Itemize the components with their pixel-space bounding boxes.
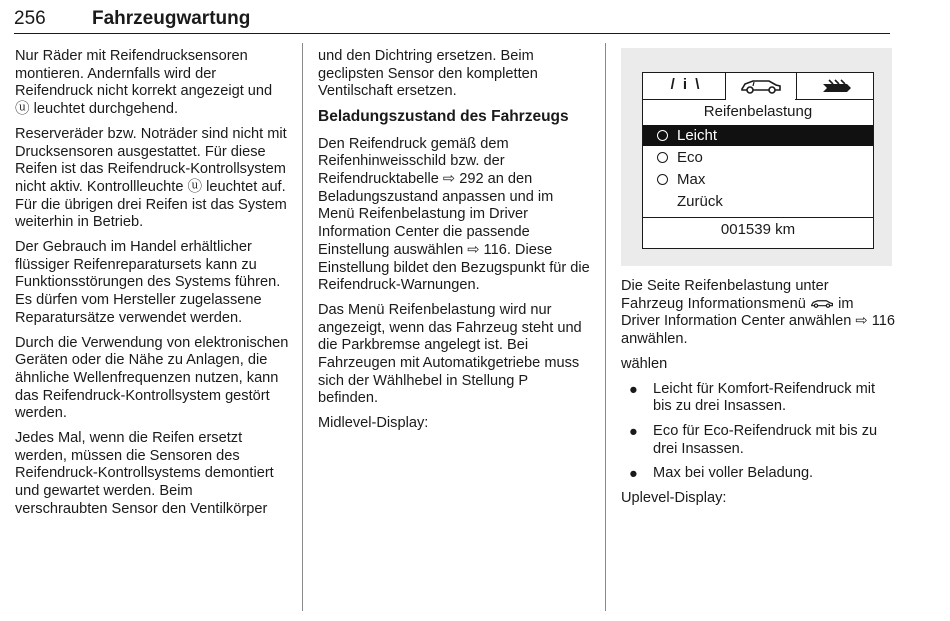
section-heading: Beladungszustand des Fahrzeugs: [318, 108, 569, 126]
text: Den Reifendruck gemäß dem Reifenhinweisschild bzw. der Reifendrucktabelle ⇨ 292 an den Beladungszustand anpassen und im Menü: [318, 135, 554, 223]
column-3: [621, 278, 895, 515]
menu-term: Reifenbelastung: [388, 301, 496, 318]
car-icon: [739, 77, 783, 95]
text: im Driver Information Center die passende Einstellung auswählen ⇨ 116. Diese Einstellung bildet den Bezugspunkt für die Reifendruck-Warnungen.: [318, 206, 590, 294]
bullet-icon: ●: [629, 381, 638, 398]
tab-rule: [643, 99, 725, 100]
text: wird nur angezeigt, wenn das Fahrzeug steht und die Parkbremse angelegt ist. Bei Fahrzeugen mit Automatikgetriebe muss sich der Wählhebel in Stellung: [318, 301, 582, 389]
paragraph: Reserveräder bzw. Noträder sind nicht mit Drucksensoren ausgestattet. Für diese Reifen ist das Reifendruck-Kontrollsystem nicht aktiv. Kontrollleuchte ⓤ leuchtet auf. Für die übrigen drei Reifen ist das System weiterhin in Betrieb.: [15, 125, 287, 231]
bullet-icon: ●: [629, 423, 638, 440]
list-item: [621, 423, 895, 458]
radio-icon: [657, 152, 668, 163]
option-label: Eco: [677, 149, 703, 166]
paragraph: Jedes Mal, wenn die Reifen ersetzt werden, müssen die Sensoren des Reifendruck-Kontrollsystems demontiert und gewartet werden. Beim verschraubten Sensor den Ventilkörper: [15, 430, 274, 517]
menu-term: Fahrzeug Informationsmenü: [621, 295, 807, 312]
odometer: 001539 km: [720, 221, 796, 238]
paragraph: Durch die Verwendung von elektronischen Geräten oder die Nähe zu Anlagen, die ähnliche Wellenfrequenzen nutzen, kann das Reifendruck-Kontrollsystem gestört werden.: [15, 334, 289, 422]
paragraph: Der Gebrauch im Handel erhältlicher flüssiger Reifenreparatursets kann zu Funktionsstörungen des Systems führen. Es dürfen vom Hersteller zugelassene Reparatursätze verwendet werden.: [15, 239, 281, 326]
header-rule: [14, 33, 890, 34]
car-tab: [725, 73, 797, 100]
option-term: Eco: [653, 422, 679, 439]
option-eco: [643, 147, 873, 168]
paragraph: Uplevel-Display:: [621, 490, 727, 507]
road-info-tab: / i \: [670, 76, 702, 93]
column-divider-1: [302, 43, 303, 611]
text: befinden.: [318, 390, 379, 407]
paragraph: [621, 278, 895, 349]
page-number: 256: [14, 8, 46, 29]
option-list: [621, 381, 895, 484]
paragraph: Midlevel-Display:: [318, 415, 429, 432]
paragraph: [318, 302, 592, 408]
menu-term: Reifenbelastung: [684, 278, 792, 294]
text: Die Seite: [621, 278, 685, 294]
list-item: [621, 465, 895, 483]
paragraph: [318, 136, 592, 295]
car-icon: [810, 298, 834, 309]
text: Das Menü: [318, 301, 389, 318]
paragraph: wählen: [621, 355, 668, 372]
option-term: Leicht: [653, 380, 693, 397]
gear-position: P: [518, 372, 529, 389]
column-2: [318, 48, 592, 440]
display-title: Reifenbelastung: [703, 103, 813, 120]
radio-icon: [657, 130, 668, 141]
tire-tab: [803, 73, 871, 99]
text: für Komfort-Reifendruck mit bis zu drei Insassen.: [653, 380, 876, 415]
page-title: Fahrzeugwartung: [92, 8, 251, 29]
option-leicht: [643, 125, 873, 146]
option-label: Leicht: [677, 127, 718, 144]
column-1: [15, 48, 289, 526]
bullet-icon: ●: [629, 466, 638, 483]
column-divider-2: [605, 43, 606, 611]
text: für Eco-Reifendruck mit bis zu drei Insassen.: [653, 422, 878, 457]
option-back: [643, 191, 873, 212]
text: im Driver Information Center anwählen ⇨ 116 anwählen.: [621, 295, 895, 348]
tire-icon: [819, 77, 855, 95]
text: unter: [791, 278, 829, 294]
display-figure: [621, 48, 892, 266]
option-label: Max: [677, 171, 706, 188]
list-item: [621, 381, 895, 416]
menu-term: Reifenbelastung: [358, 206, 466, 223]
option-max: [643, 169, 873, 190]
display-tab-row: [643, 73, 873, 99]
text: bei voller Beladung.: [680, 465, 814, 482]
radio-icon: [657, 174, 668, 185]
display-rule: [643, 217, 873, 218]
back-label: Zurück: [677, 193, 723, 210]
tab-rule: [795, 99, 873, 100]
driver-information-display: [642, 72, 874, 249]
paragraph: Nur Räder mit Reifendrucksensoren montieren. Andernfalls wird der Reifendruck nicht korrekt angezeigt und ⓤ leuchtet durchgehend.: [15, 48, 273, 118]
paragraph: und den Dichtring ersetzen. Beim geclipsten Sensor den kompletten Ventilschaft ersetzen.: [318, 48, 538, 100]
option-term: Max: [653, 465, 681, 482]
